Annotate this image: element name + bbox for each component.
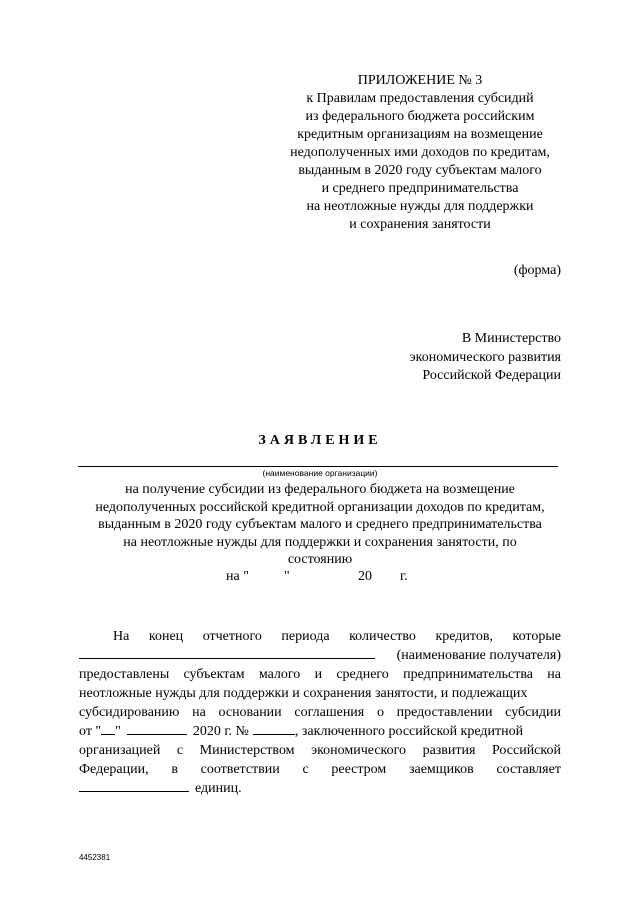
word: субсидии [505,705,561,720]
word: субсидированию [79,705,180,720]
agreement-text: , заключенного российской кредитной [294,724,524,739]
loan-count-field[interactable] [79,779,189,792]
word: на [192,705,206,720]
units-label: единиц. [195,781,242,796]
appendix-line: к Правилам предоставления субсидий [306,91,534,106]
date-quote-close: " [284,569,290,584]
word: периода [281,629,330,644]
word: На [113,629,130,644]
agreement-date-quote: " [115,724,121,739]
word: соглашения [294,705,365,720]
word: предоставлены [79,667,170,682]
word: количество [349,629,416,644]
body-line-8 [79,760,561,779]
word: в [171,762,178,777]
application-subject [90,481,550,569]
appendix-line: кредитным организациям на возмещение [297,127,543,142]
date-prefix: на " [226,569,249,584]
word: кредитов, [435,629,493,644]
appendix-line: и сохранения занятости [349,217,491,232]
addressee-line: Российской Федерации [422,368,561,383]
appendix-line: из федерального бюджета российским [305,109,535,124]
word: организацией [79,743,161,758]
word: на [547,667,561,682]
addressee-line: В Министерство [461,331,561,346]
word: развития [422,743,476,758]
word: и [314,667,323,682]
word: с [302,762,309,777]
body-line-4 [79,684,561,703]
word: малого [258,667,301,682]
recipient-name-field[interactable] [79,646,375,659]
subject-line: выданным в 2020 году субъектам малого и среднего предпринимательства [98,517,542,532]
appendix-line: на неотложные нужды для поддержки [306,199,534,214]
word: с [176,743,184,758]
date-year-suffix: г. [400,569,408,584]
body-line-9 [79,779,561,798]
word: о [376,705,384,720]
body-line-6 [79,722,561,741]
word: предпринимательства [403,667,533,682]
body-line-1 [79,627,561,646]
subject-line: состоянию [287,552,353,567]
word: основании [218,705,282,720]
document-title: ЗАЯВЛЕНИЕ [258,433,382,448]
word: Федерации, [79,762,149,777]
body-paragraph [79,627,561,798]
addressee-line: экономического развития [409,349,561,365]
agreement-day-field[interactable] [101,722,115,735]
word: реестром [331,762,387,777]
appendix-title: ПРИЛОЖЕНИЕ № 3 [357,73,483,88]
organization-name-field[interactable] [78,466,558,467]
word: составляет [496,762,561,777]
word: которые [512,629,561,644]
appendix-line: недополученных ими доходов по кредитам, [290,145,550,160]
subject-line: недополученных российской кредитной организации доходов по кредитам, [95,499,545,515]
word: Российской [491,743,561,758]
subject-line: на получение субсидии из федерального бюджета на возмещение [125,482,515,497]
agreement-month-field[interactable] [127,722,187,735]
recipient-name-caption: (наименование получателя) [396,648,561,663]
form-label: (форма) [513,263,561,278]
body-line-3 [79,665,561,684]
body-line-5 [79,703,561,722]
appendix-header [260,72,580,234]
word: субъектам [183,667,245,682]
body-line-7 [79,741,561,760]
agreement-year-number-label: 2020 г. № [192,724,249,739]
subject-line: на неотложные нужды для поддержки и сохранения занятости, по [123,534,517,550]
word: среднего [336,667,389,682]
addressee-block [410,330,561,386]
word: Министерством [199,743,295,758]
word: заемщиков [408,762,474,777]
word: предоставлении [396,705,493,720]
document-code: 4452381 [79,853,111,862]
agreement-date-prefix: от " [79,724,102,739]
body-line-2 [79,646,561,665]
organization-name-caption: (наименование организации) [262,468,378,478]
word: конец [148,629,184,644]
agreement-number-field[interactable] [253,722,295,735]
date-year-prefix: 20 [358,569,372,584]
word: соответствии [200,762,280,777]
word: экономического [311,743,407,758]
word: отчетного [202,629,262,644]
appendix-line: и среднего предпринимательства [321,181,519,196]
text-line: неотложные нужды для поддержки и сохранения занятости, и подлежащих [79,686,528,701]
appendix-line: выданным в 2020 году субъектам малого [298,163,542,178]
